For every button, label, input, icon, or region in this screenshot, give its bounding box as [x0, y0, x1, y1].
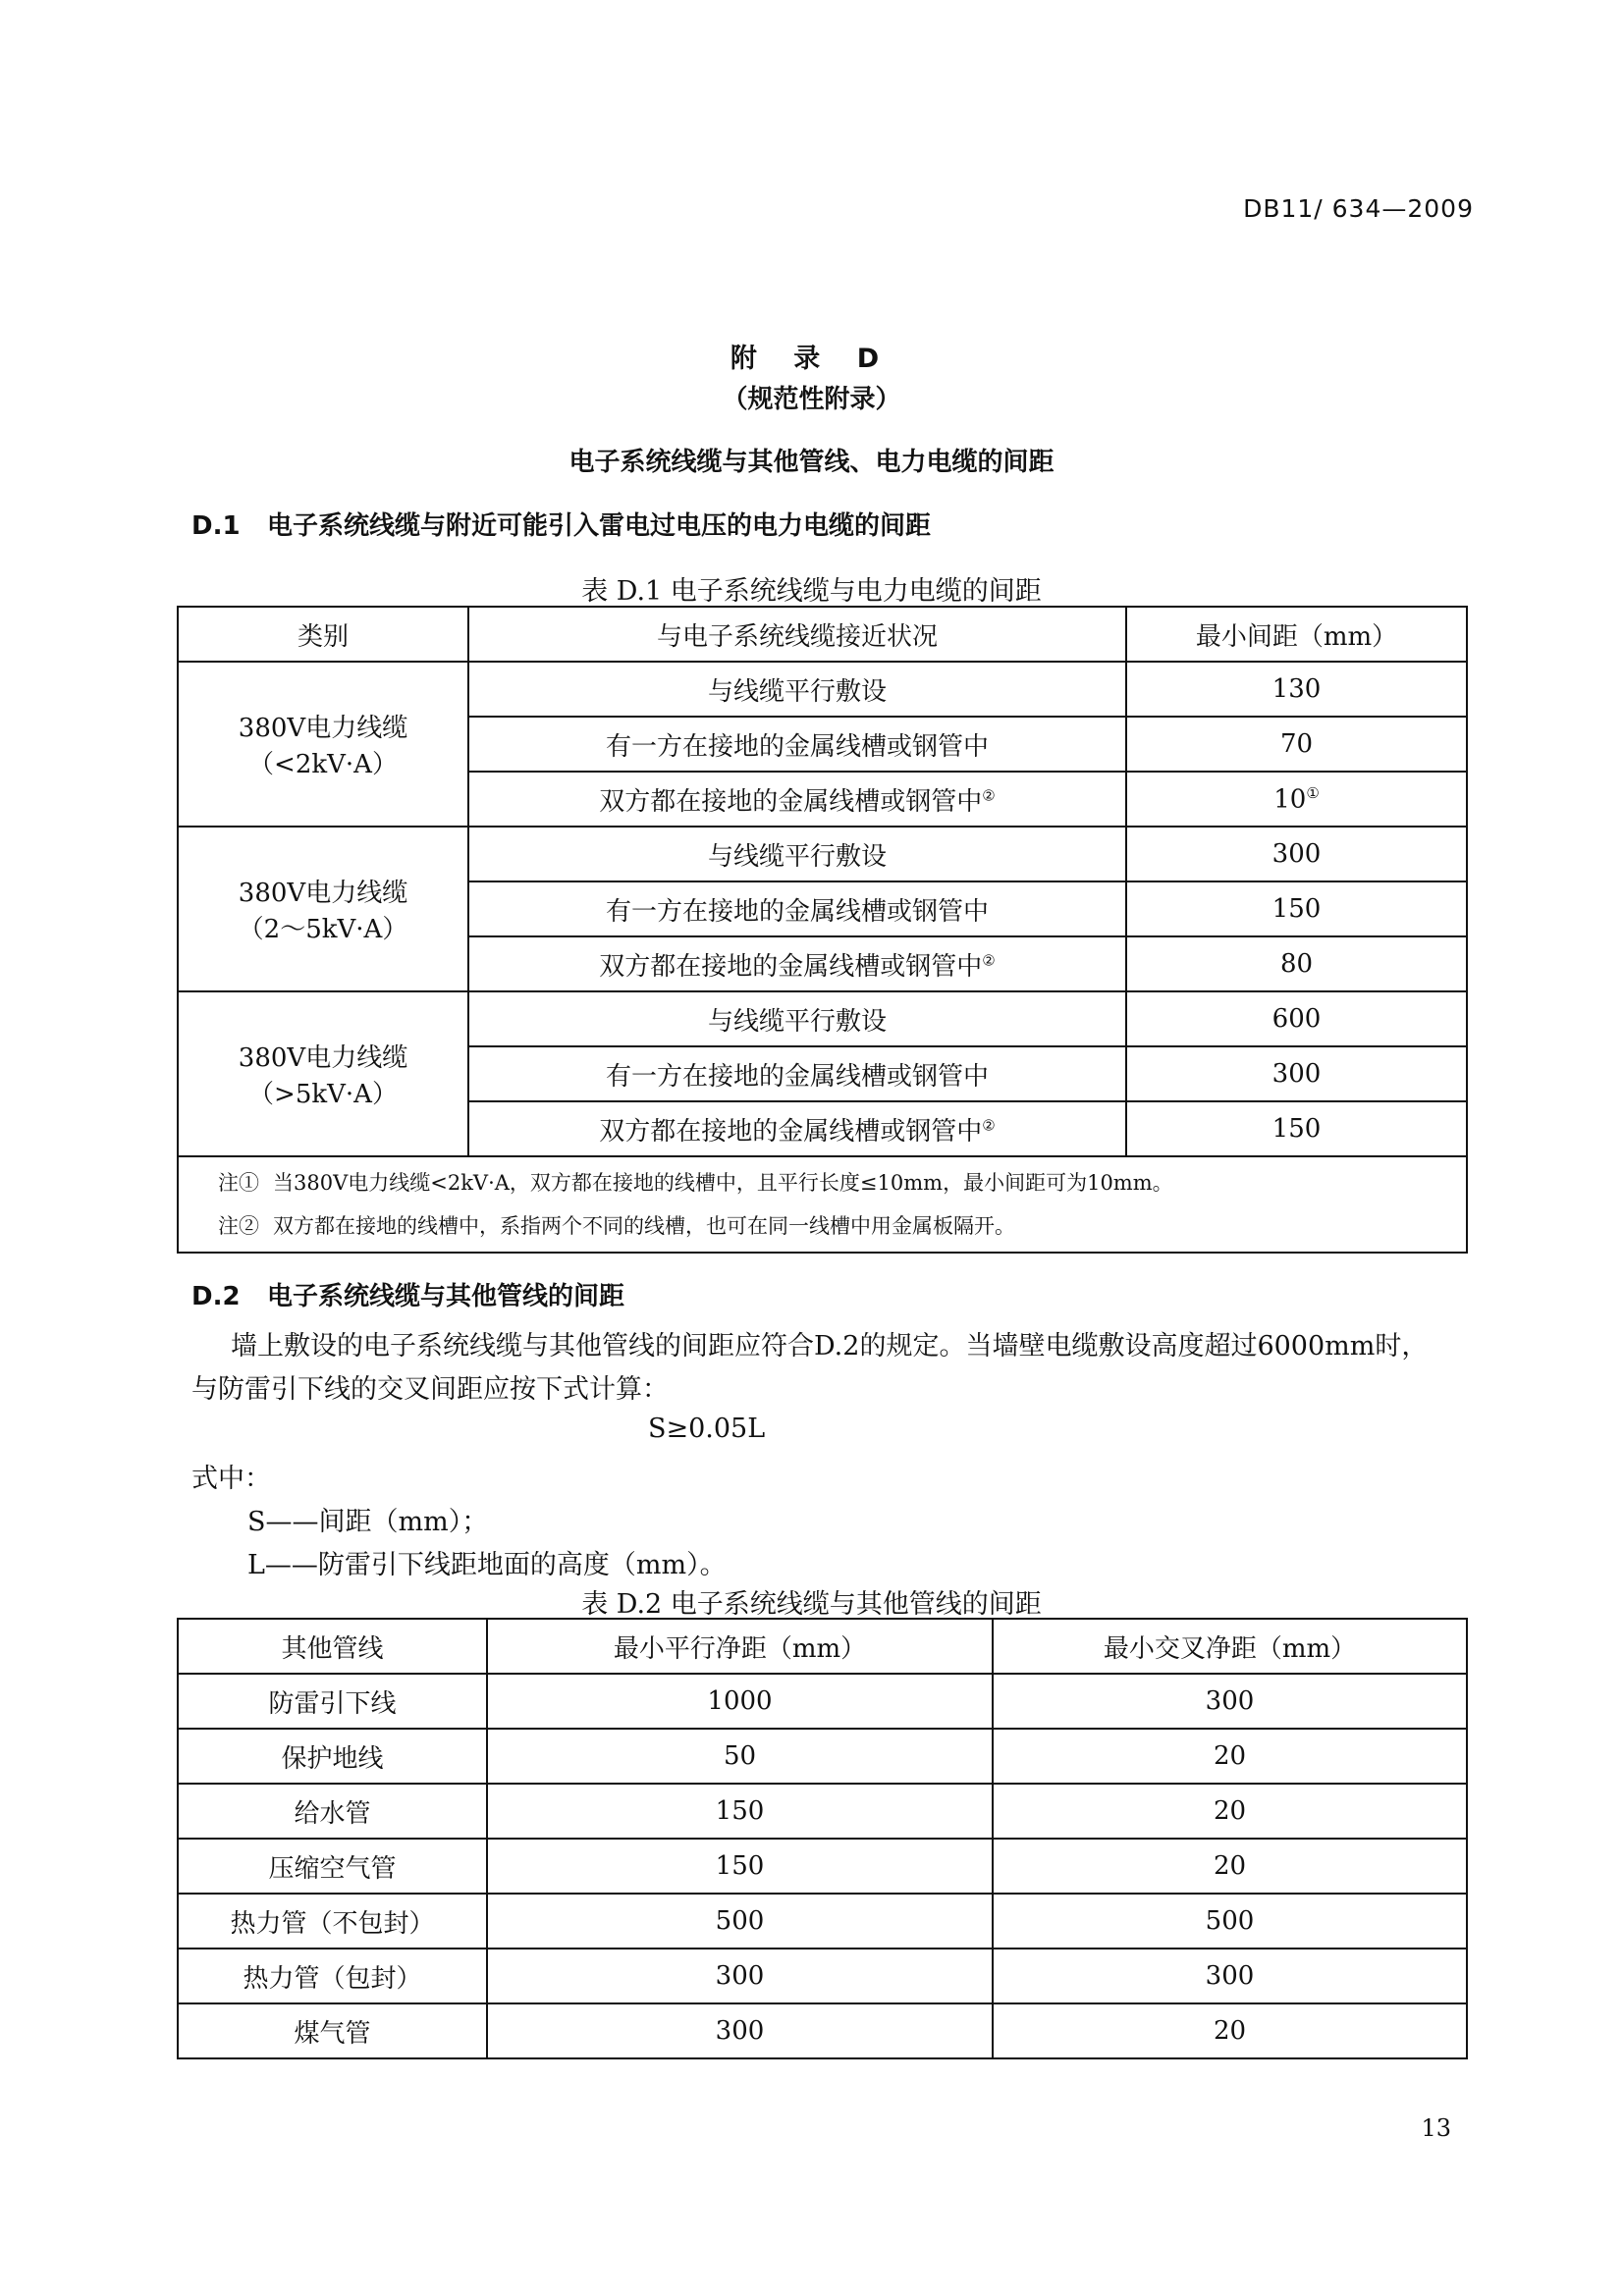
condition-text: 双方都在接地的金属线槽或钢管中: [599, 1116, 983, 1147]
footnote-ref: ①: [1306, 783, 1320, 802]
header-pipeline: 其他管线: [178, 1619, 487, 1674]
paragraph-line: 与防雷引下线的交叉间距应按下式计算：: [191, 1374, 669, 1405]
condition-cell: 有一方在接地的金属线槽或钢管中: [468, 881, 1126, 936]
page-number: 13: [1421, 2114, 1451, 2142]
distance-value: 10: [1273, 784, 1307, 815]
distance-cell: 150: [1126, 1101, 1467, 1156]
footnote-ref: ②: [982, 785, 996, 804]
definition-s: S——间距（mm）；: [247, 1507, 489, 1537]
table-notes: [178, 1156, 1467, 1253]
crossing-cell: 20: [993, 1729, 1467, 1784]
condition-cell: [468, 772, 1126, 827]
header-condition: 与电子系统线缆接近状况: [468, 607, 1126, 662]
distance-cell: 300: [1126, 1046, 1467, 1101]
pipeline-cell: 热力管（不包封）: [178, 1894, 487, 1949]
table-header-row: [178, 607, 1467, 662]
category-name: 380V电力线缆: [238, 879, 408, 908]
crossing-cell: 300: [993, 1949, 1467, 2003]
section-d2-paragraph: [191, 1325, 1468, 1412]
table-row: [178, 991, 1467, 1046]
note-text: 双方都在接地的线槽中，系指两个不同的线槽，也可在同一线槽中用金属板隔开。: [273, 1214, 1015, 1238]
note-text: 当380V电力线缆<2kV·A，双方都在接地的线槽中，且平行长度≤10mm，最小间距可为10mm。: [273, 1171, 1173, 1195]
table-row: [178, 1729, 1467, 1784]
distance-cell: 150: [1126, 881, 1467, 936]
table-row: [178, 1949, 1467, 2003]
category-cell: [178, 991, 468, 1156]
where-label: 式中：: [191, 1464, 271, 1494]
table-d2: [177, 1618, 1468, 2059]
table-row: [178, 2003, 1467, 2058]
pipeline-cell: 给水管: [178, 1784, 487, 1839]
table-d1: [177, 606, 1468, 1254]
parallel-cell: 300: [487, 2003, 993, 2058]
crossing-cell: 300: [993, 1674, 1467, 1729]
table-row: [178, 827, 1467, 881]
paragraph-line: 墙上敷设的电子系统线缆与其他管线的间距应符合D.2的规定。当墙壁电缆敷设高度超过6000mm时，: [231, 1331, 1429, 1362]
table-row: [178, 1784, 1467, 1839]
distance-cell: 130: [1126, 662, 1467, 717]
section-d2-number: D.2: [191, 1282, 241, 1311]
category-range: （2～5kV·A）: [238, 915, 408, 944]
header-crossing: 最小交叉净距（mm）: [993, 1619, 1467, 1674]
header-min-distance: 最小间距（mm）: [1126, 607, 1467, 662]
distance-cell: 600: [1126, 991, 1467, 1046]
distance-cell: [1126, 772, 1467, 827]
parallel-cell: 300: [487, 1949, 993, 2003]
category-name: 380V电力线缆: [238, 714, 408, 743]
footnote-ref: ②: [982, 1115, 996, 1134]
table-row: [178, 1674, 1467, 1729]
section-d1-title: 电子系统线缆与附近可能引入雷电过电压的电力电缆的间距: [267, 511, 932, 541]
table-row: [178, 1839, 1467, 1894]
category-cell: [178, 662, 468, 827]
crossing-cell: 500: [993, 1894, 1467, 1949]
definition-l: L——防雷引下线距地面的高度（mm）。: [247, 1550, 727, 1580]
crossing-cell: 20: [993, 2003, 1467, 2058]
category-cell: [178, 827, 468, 991]
document-number: DB11/ 634—2009: [1243, 194, 1474, 223]
condition-cell: 有一方在接地的金属线槽或钢管中: [468, 1046, 1126, 1101]
distance-cell: 80: [1126, 936, 1467, 991]
condition-cell: 与线缆平行敷设: [468, 991, 1126, 1046]
condition-cell: 与线缆平行敷设: [468, 662, 1126, 717]
crossing-cell: 20: [993, 1784, 1467, 1839]
parallel-cell: 150: [487, 1839, 993, 1894]
section-d2-heading: [191, 1276, 624, 1312]
note-2: [218, 1204, 1466, 1248]
distance-cell: 300: [1126, 827, 1467, 881]
section-d1-heading: [191, 506, 931, 542]
table-notes-row: [178, 1156, 1467, 1253]
table-row: [178, 662, 1467, 717]
appendix-subtitle: （规范性附录）: [722, 385, 901, 414]
pipeline-cell: 热力管（包封）: [178, 1949, 487, 2003]
category-name: 380V电力线缆: [238, 1043, 408, 1073]
pipeline-cell: 保护地线: [178, 1729, 487, 1784]
pipeline-cell: 煤气管: [178, 2003, 487, 2058]
category-range: （>5kV·A）: [248, 1080, 398, 1109]
category-range: （<2kV·A）: [248, 750, 398, 779]
footnote-ref: ②: [982, 950, 996, 969]
section-d1-number: D.1: [191, 511, 241, 541]
condition-cell: 与线缆平行敷设: [468, 827, 1126, 881]
condition-cell: 有一方在接地的金属线槽或钢管中: [468, 717, 1126, 772]
table-header-row: [178, 1619, 1467, 1674]
appendix-heading: 电子系统线缆与其他管线、电力电缆的间距: [568, 448, 1055, 477]
parallel-cell: 500: [487, 1894, 993, 1949]
condition-text: 双方都在接地的金属线槽或钢管中: [599, 786, 983, 817]
condition-cell: [468, 936, 1126, 991]
table-d2-caption: 表 D.2 电子系统线缆与其他管线的间距: [581, 1589, 1042, 1620]
note-mark: 注①: [218, 1171, 259, 1195]
parallel-cell: 1000: [487, 1674, 993, 1729]
pipeline-cell: 压缩空气管: [178, 1839, 487, 1894]
section-d2-title: 电子系统线缆与其他管线的间距: [267, 1282, 625, 1311]
crossing-cell: 20: [993, 1839, 1467, 1894]
header-parallel: 最小平行净距（mm）: [487, 1619, 993, 1674]
distance-cell: 70: [1126, 717, 1467, 772]
pipeline-cell: 防雷引下线: [178, 1674, 487, 1729]
header-category: 类别: [178, 607, 468, 662]
condition-cell: [468, 1101, 1126, 1156]
condition-text: 双方都在接地的金属线槽或钢管中: [599, 951, 983, 982]
table-d1-caption: 表 D.1 电子系统线缆与电力电缆的间距: [581, 576, 1042, 607]
parallel-cell: 150: [487, 1784, 993, 1839]
formula: S≥0.05L: [648, 1414, 766, 1444]
appendix-title: 附 录 D: [730, 344, 893, 374]
note-1: [218, 1161, 1466, 1204]
parallel-cell: 50: [487, 1729, 993, 1784]
table-row: [178, 1894, 1467, 1949]
note-mark: 注②: [218, 1214, 259, 1238]
